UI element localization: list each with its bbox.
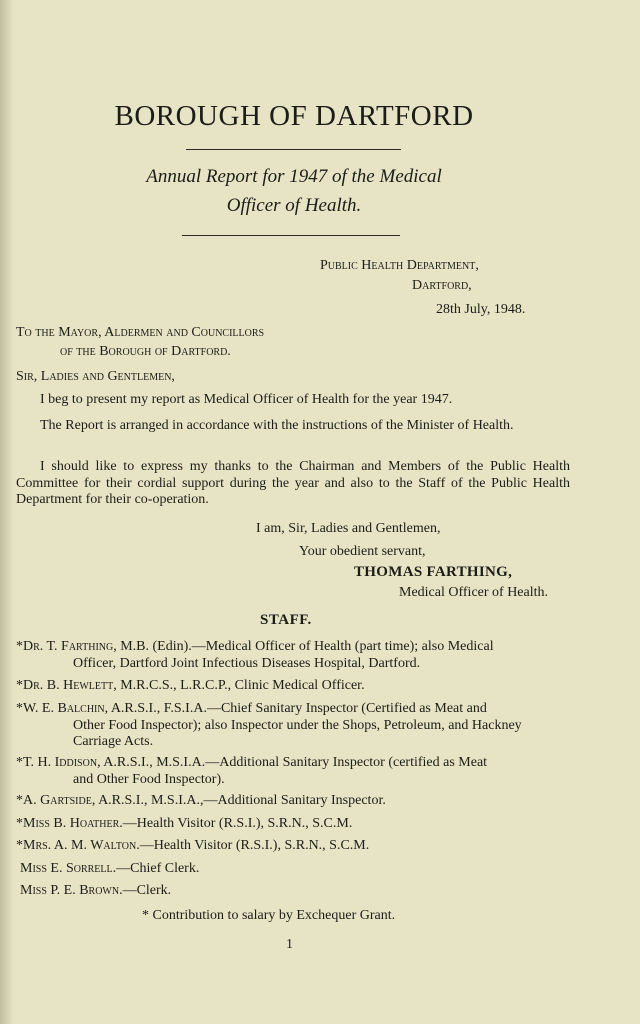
staff-desc: A.R.S.I., M.S.I.A.—Additional Sanitary Inspector (certified as Meat (100, 755, 488, 770)
staff-desc: —Health Visitor (R.S.I.), S.R.N., S.C.M. (122, 816, 353, 831)
addressee-line1: To the Mayor, Aldermen and Councillors (16, 325, 265, 340)
staff-name: *Miss B. Hoather. (16, 816, 123, 831)
address-line2: Dartford, (412, 278, 472, 293)
staff-entry (16, 755, 570, 788)
staff-entry (16, 793, 570, 810)
page-edge-shadow (0, 0, 14, 1024)
staff-desc: M.B. (Edin).—Medical Officer of Health (part time); also Medical (116, 639, 494, 654)
staff-entry (20, 883, 574, 900)
paragraph-3-text: I should like to express my thanks to the Chairman and Members of the Public Health Committee for their cordial support during the year and also to the Staff of the Public Health Department for their co-operation. (16, 459, 570, 507)
title-rule-bottom (182, 235, 400, 236)
staff-desc-cont: Officer, Dartford Joint Infectious Diseases Hospital, Dartford. (73, 655, 421, 671)
staff-desc: A.R.S.I., F.S.I.A.—Chief Sanitary Inspector (Certified as Meat and (108, 701, 487, 716)
paragraph-2 (16, 418, 570, 435)
addressee-line2: of the Borough of Dartford. (60, 344, 231, 359)
staff-desc: —Clerk. (122, 883, 172, 898)
staff-name: *Mrs. A. M. Walton. (16, 838, 140, 853)
paragraph-3 (16, 459, 570, 509)
staff-name: Miss E. Sorrell. (20, 861, 117, 876)
staff-entry (16, 701, 570, 751)
paragraph-2-text: The Report is arranged in accordance with the instructions of the Minister of Health. (40, 418, 514, 433)
staff-entry (16, 639, 570, 672)
paragraph-1 (16, 392, 570, 409)
signatory-name: THOMAS FARTHING, (354, 564, 513, 580)
signatory-role: Medical Officer of Health. (399, 585, 549, 600)
page-title: BOROUGH OF DARTFORD (114, 100, 474, 132)
report-subtitle-line2: Officer of Health. (226, 195, 362, 216)
staff-name: *A. Gartside, (16, 793, 96, 808)
paragraph-1-text: I beg to present my report as Medical Officer of Health for the year 1947. (40, 392, 453, 407)
page-number: 1 (286, 937, 293, 952)
staff-entry (16, 838, 570, 855)
staff-desc: A.R.S.I., M.S.I.A.,—Additional Sanitary Inspector. (95, 793, 386, 808)
report-subtitle-line1: Annual Report for 1947 of the Medical (146, 166, 442, 187)
staff-name: *T. H. Iddison, (16, 755, 101, 770)
report-date: 28th July, 1948. (436, 302, 526, 317)
staff-entry (16, 816, 570, 833)
staff-name: *W. E. Balchin, (16, 701, 109, 716)
closing-line1: I am, Sir, Ladies and Gentlemen, (256, 521, 441, 536)
staff-desc: —Chief Clerk. (116, 861, 200, 876)
title-rule-top (186, 149, 401, 150)
staff-name: *Dr. B. Hewlett, (16, 678, 117, 693)
staff-desc-cont: and Other Food Inspector). (73, 771, 225, 787)
staff-heading: STAFF. (260, 612, 312, 628)
staff-name: *Dr. T. Farthing, (16, 639, 117, 654)
staff-desc: M.R.C.S., L.R.C.P., Clinic Medical Officer. (116, 678, 365, 693)
staff-entry (20, 861, 574, 878)
salutation: Sir, Ladies and Gentlemen, (16, 369, 175, 384)
staff-desc-cont: Other Food Inspector); also Inspector under the Shops, Petroleum, and Hackney Carriage Acts. (73, 717, 522, 749)
staff-name: Miss P. E. Brown. (20, 883, 123, 898)
footnote: * Contribution to salary by Exchequer Grant. (142, 908, 396, 923)
closing-line2: Your obedient servant, (299, 544, 426, 559)
staff-entry (16, 678, 570, 695)
staff-desc: —Health Visitor (R.S.I.), S.R.N., S.C.M. (139, 838, 370, 853)
address-line1: Public Health Department, (320, 258, 479, 273)
